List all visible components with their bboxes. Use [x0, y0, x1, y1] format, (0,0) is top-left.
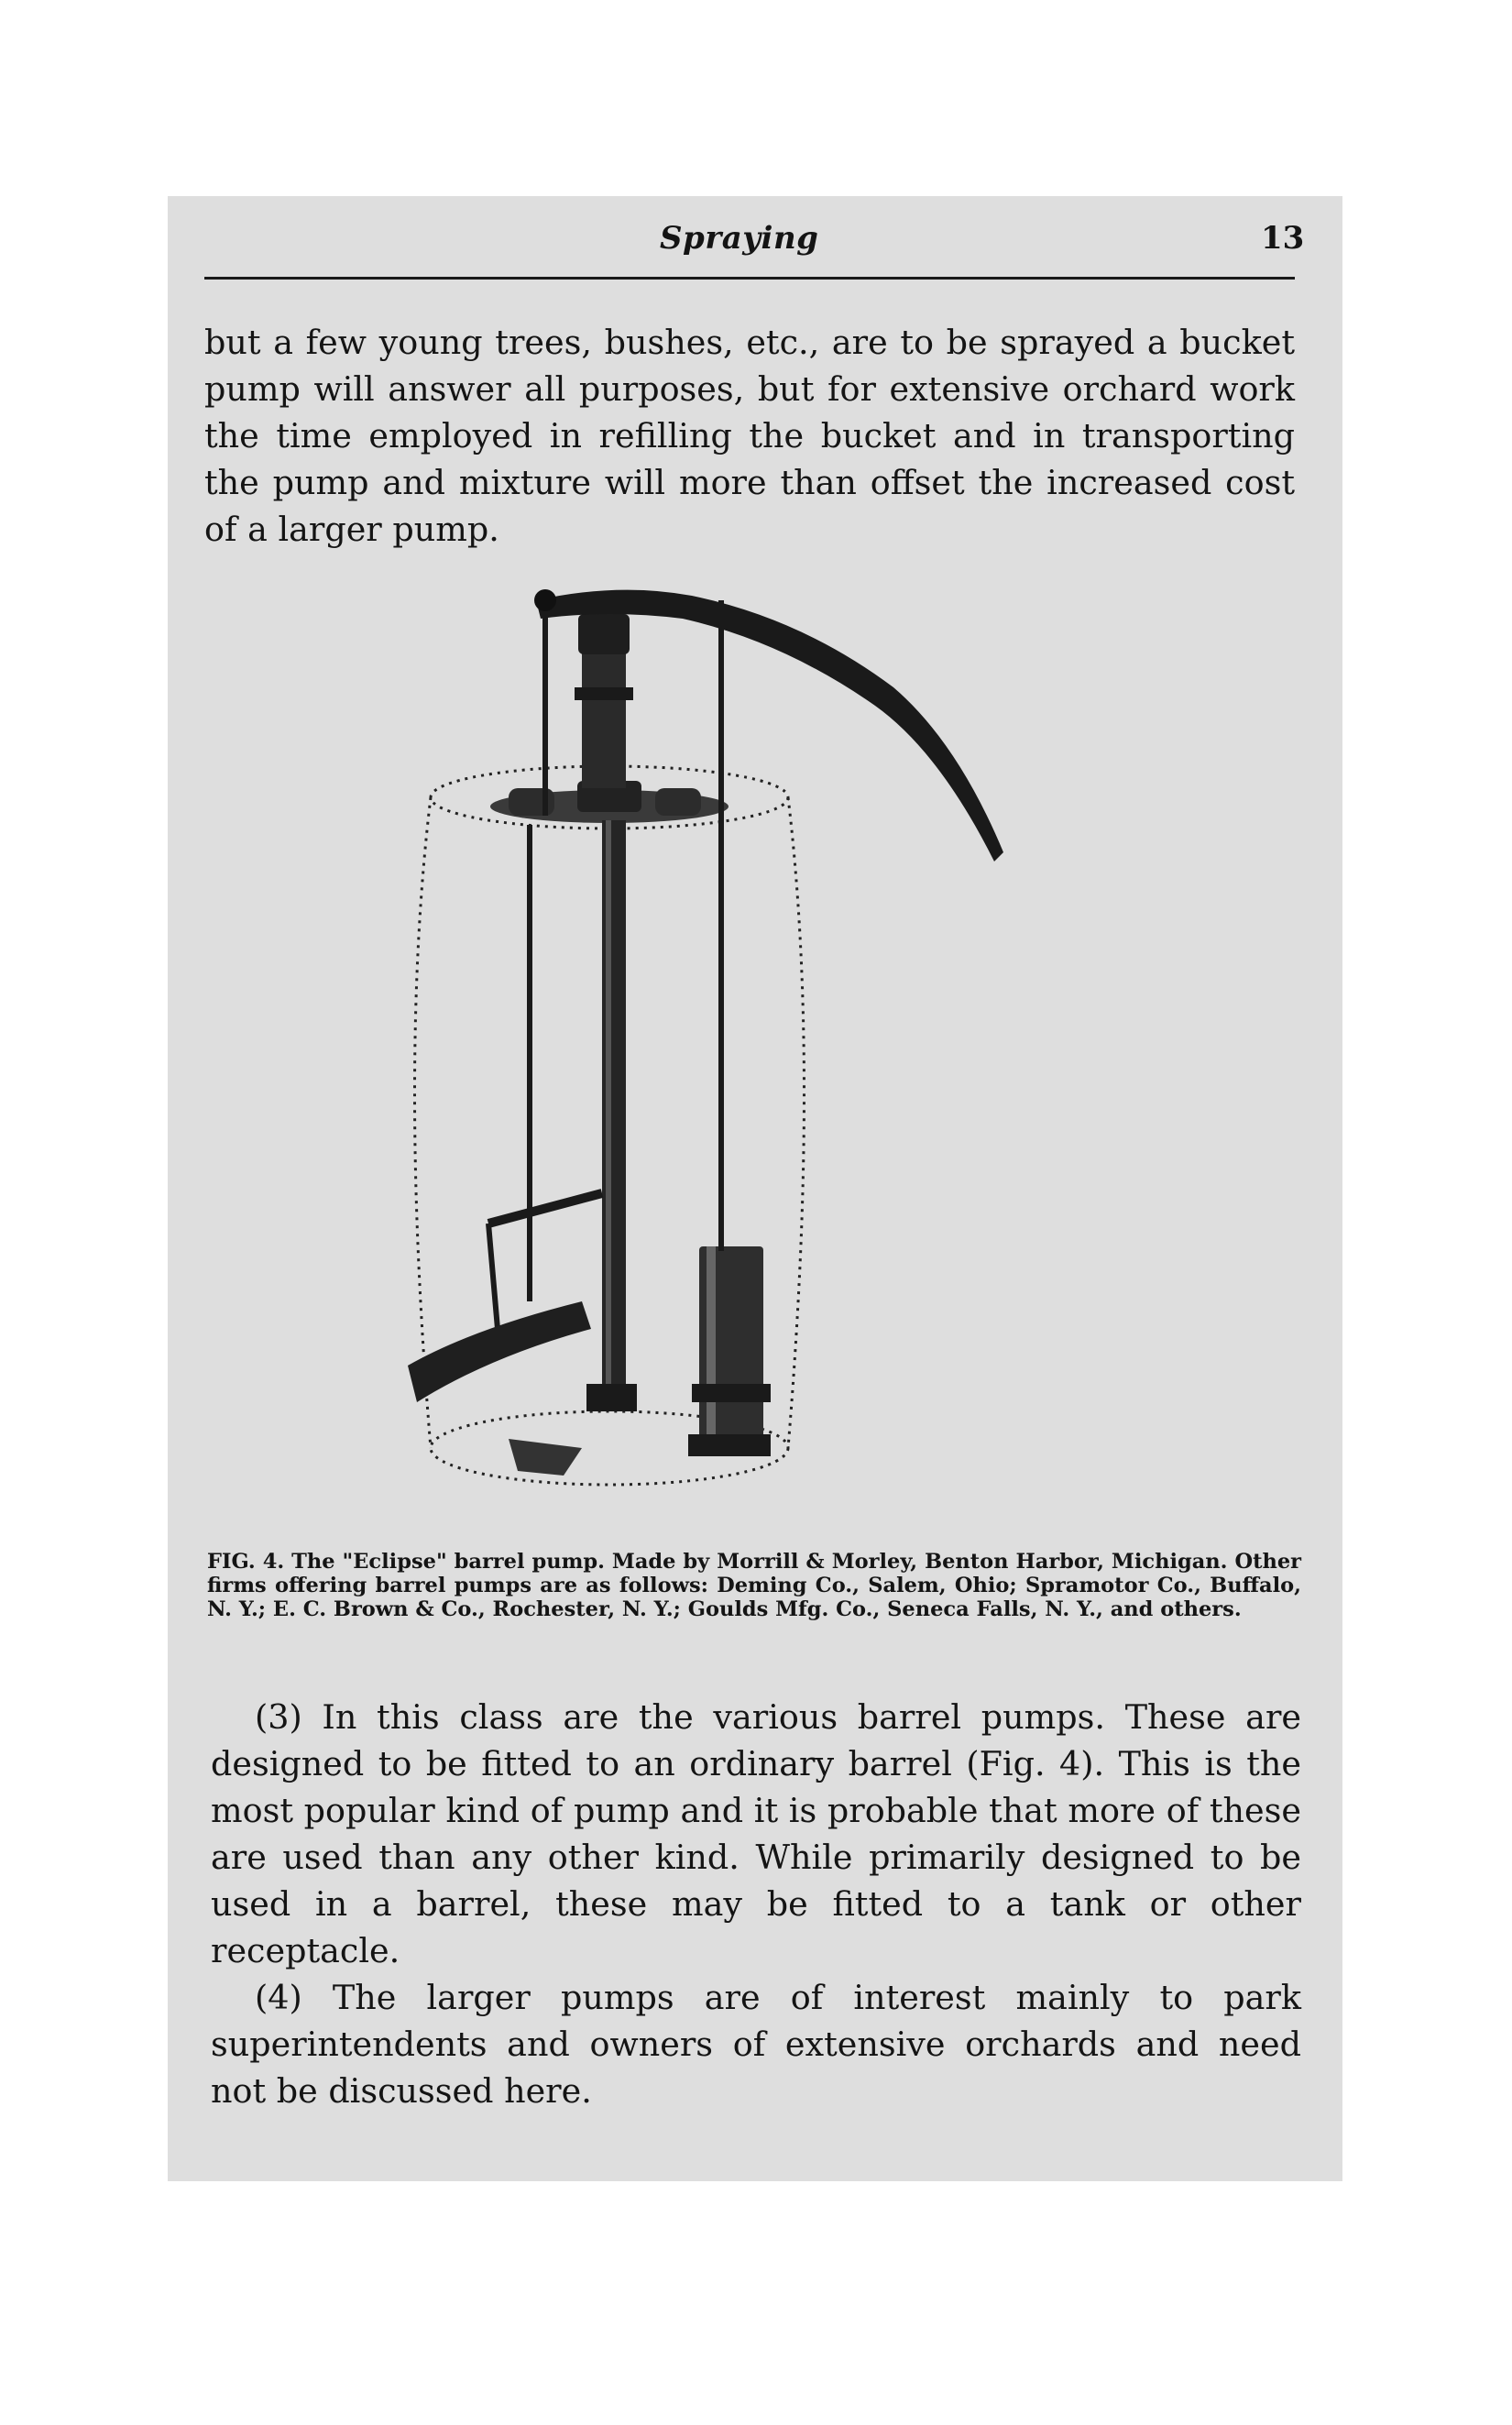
header-rule: [204, 277, 1295, 280]
body-paragraph-1: but a few young trees, bushes, etc., are to be sprayed a bucket pump will answer all purposes, but for extensive orchard work the time employed in refilling the bucket and in transporting the pump and mixture will more than offset the increased cost of a larger pump.: [204, 323, 1295, 549]
body-paragraph-2: (3) In this class are the various barrel pumps. These are designed to be fitted to an ordinary barrel (Fig. 4). This is the most popular kind of pump and it is probable that more of these are used than any other kind. While primarily designed to be used in a barrel, these may be fitted to a tank or other receptacle.: [211, 1697, 1301, 1970]
pump-cylinder: [575, 614, 637, 1411]
figure-caption: FIG. 4. The "Eclipse" barrel pump. Made by Morrill & Morley, Benton Harbor, Michigan. Other firms offering barrel pumps are as follows: Deming Co., Salem, Ohio; Spramotor Co., Buffalo, N. Y.; E. C. Brown & Co., Rochester, N. Y.; Goulds Mfg. Co., Seneca Falls, N. Y., and others.: [207, 1550, 1301, 1621]
pump-base: [509, 1439, 582, 1476]
barrel-pump-illustration: [362, 577, 1168, 1531]
body-paragraph-3: (4) The larger pumps are of interest mainly to park superintendents and owners of extensive orchards and need not be discussed here.: [211, 1978, 1301, 2111]
air-chamber: [688, 1246, 771, 1456]
running-title: Spraying: [660, 220, 819, 257]
foot-treadle: [408, 1193, 602, 1402]
page-number: 13: [1261, 220, 1305, 257]
